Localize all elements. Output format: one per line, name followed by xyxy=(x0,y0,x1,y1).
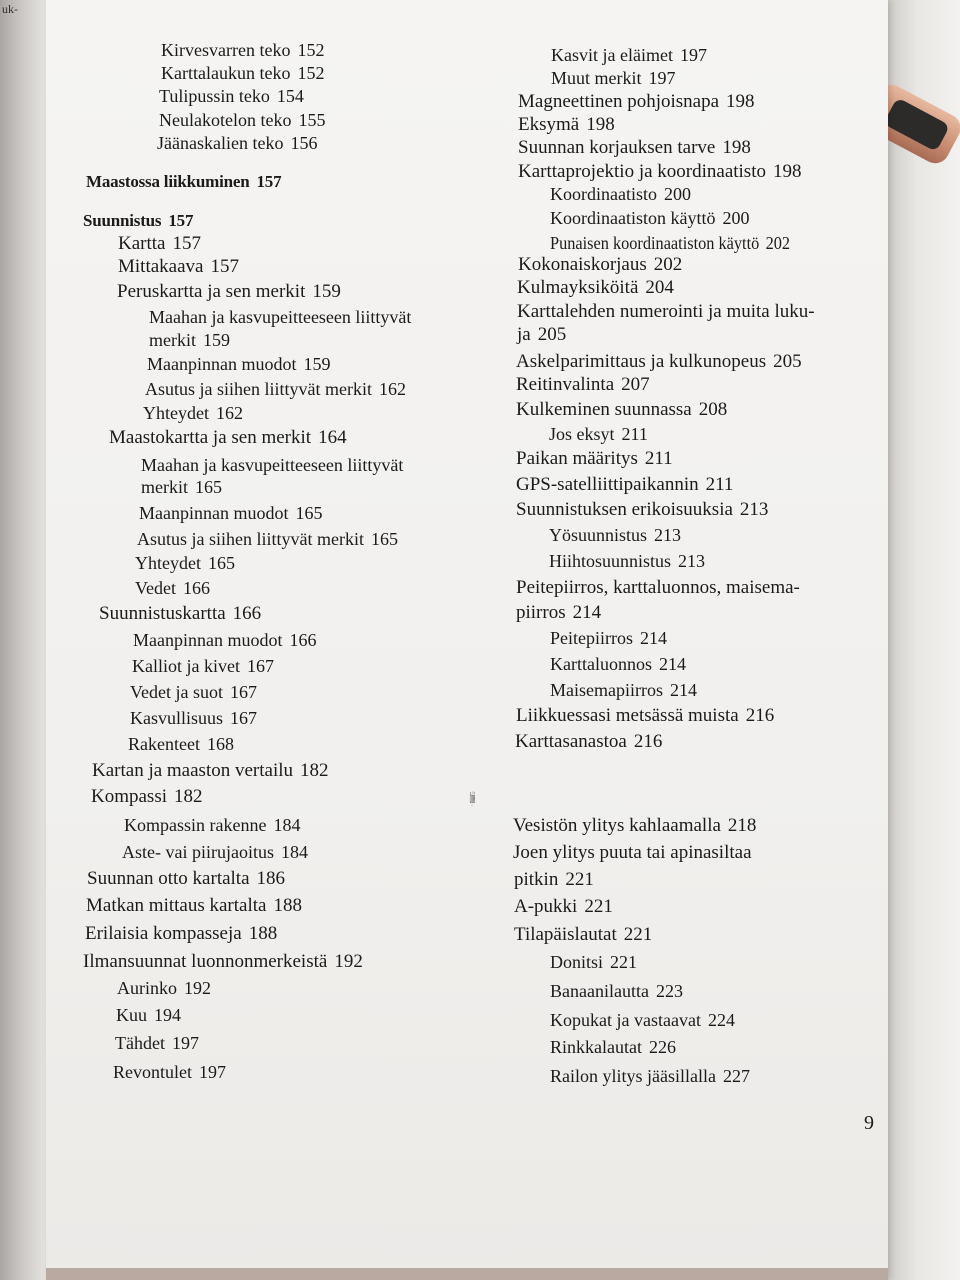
toc-entry-page: 198 xyxy=(586,114,615,135)
toc-entry-page: 157 xyxy=(210,256,239,277)
toc-entry xyxy=(157,133,317,153)
toc-entry xyxy=(551,68,676,88)
toc-entry-title: Liikkuessasi metsässä muista xyxy=(516,705,739,726)
toc-entry-title: Magneettinen pohjoisnapa xyxy=(518,91,720,112)
toc-entry xyxy=(91,787,203,807)
toc-entry-page: 211 xyxy=(705,474,734,495)
toc-entry-page: 214 xyxy=(572,602,602,623)
toc-entry-page: 223 xyxy=(655,981,683,1001)
toc-entry-page: 165 xyxy=(295,503,323,523)
toc-entry-title: Maastossa liikkuminen xyxy=(86,172,250,191)
toc-entry-page: 211 xyxy=(644,448,673,469)
toc-entry xyxy=(551,45,707,65)
toc-entry-page: 202 xyxy=(653,254,683,275)
toc-entry-page: 202 xyxy=(765,233,791,253)
toc-entry xyxy=(550,1010,735,1030)
toc-entry-title: ja xyxy=(517,324,531,345)
toc-entry xyxy=(517,325,566,345)
toc-entry-title: Joen ylitys puuta tai apinasiltaa xyxy=(513,842,752,863)
toc-entry-page: 162 xyxy=(378,379,406,399)
toc-entry-title: Kokonaiskorjaus xyxy=(518,254,647,275)
toc-entry-title: Yösuunnistus xyxy=(549,525,648,545)
toc-entry-title: Erilaisia kompasseja xyxy=(85,923,242,944)
toc-section-heading xyxy=(86,172,281,192)
toc-entry-title: Maastokartta ja sen merkit xyxy=(109,427,312,448)
toc-entry-page: 166 xyxy=(232,603,262,624)
previous-page-fragment: uk- xyxy=(2,2,18,16)
toc-entry-page: 197 xyxy=(679,45,707,65)
toc-entry-title: Askelparimittaus ja kulkunopeus xyxy=(516,351,767,372)
toc-entry-title: Kartta xyxy=(118,233,166,254)
toc-entry xyxy=(518,115,615,135)
toc-entry-title: Kasvit ja eläimet xyxy=(551,45,673,65)
toc-entry-title: Kopukat ja vastaavat xyxy=(550,1010,701,1030)
toc-entry-title: Maanpinnan muodot xyxy=(139,503,289,523)
toc-entry xyxy=(514,925,652,945)
toc-entry xyxy=(159,86,304,106)
toc-entry-title: Eksymä xyxy=(518,114,580,135)
toc-entry xyxy=(87,869,285,889)
toc-entry-title: Banaanilautta xyxy=(550,981,649,1001)
toc-entry xyxy=(130,708,257,728)
toc-section-heading xyxy=(83,211,193,231)
toc-entry-title: Asutus ja siihen liittyvät merkit xyxy=(145,379,372,399)
toc-entry-title: Vesistön ylitys xyxy=(471,788,475,807)
toc-entry xyxy=(83,952,363,972)
toc-entry xyxy=(550,184,691,204)
toc-entry-title: merkit xyxy=(149,330,196,350)
toc-entry xyxy=(517,302,815,322)
toc-entry-title: Kasvullisuus xyxy=(130,708,224,728)
toc-entry xyxy=(109,428,347,448)
toc-entry xyxy=(143,403,243,423)
toc-entry xyxy=(139,503,322,523)
toc-entry-title: Vesistön ylitys kahlaamalla xyxy=(513,815,721,836)
toc-entry-page: 152 xyxy=(297,63,325,83)
toc-entry-title: Vedet ja suot xyxy=(130,682,223,702)
toc-entry-title: Mittakaava xyxy=(118,256,204,277)
toc-entry-title: Rinkkalautat xyxy=(550,1037,642,1057)
toc-entry-page: 208 xyxy=(698,399,728,420)
toc-entry-title: Maisemapiirros xyxy=(550,680,663,700)
toc-entry-title: Rakenteet xyxy=(128,734,200,754)
toc-entry-page: 218 xyxy=(469,788,471,807)
toc-entry-title: Karttaluonnos xyxy=(550,654,652,674)
toc-entry-page: 167 xyxy=(230,708,258,728)
toc-entry-title: Asutus ja siihen liittyvät merkit xyxy=(137,529,364,549)
toc-entry-page: 188 xyxy=(248,923,278,944)
toc-entry-title: Maanpinnan muodot xyxy=(133,630,283,650)
toc-entry-title: Kulkeminen suunnassa xyxy=(516,399,692,420)
toc-entry-title: Koordinaatiston käyttö xyxy=(550,208,716,228)
toc-entry xyxy=(550,628,667,648)
toc-entry-page: 165 xyxy=(207,553,235,573)
toc-entry-title: Suunnan korjauksen tarve xyxy=(518,137,716,158)
toc-entry-page: 198 xyxy=(726,91,755,112)
toc-entry-page: 205 xyxy=(773,351,802,372)
toc-entry-page: 165 xyxy=(195,477,222,497)
toc-entry-title: Maahan ja kasvupeitteeseen liittyvät xyxy=(141,455,404,475)
toc-entry-page: 159 xyxy=(312,281,341,302)
toc-section-heading xyxy=(470,788,475,808)
toc-entry-title: piirros xyxy=(516,602,566,623)
toc-entry-title: Punaisen koordinaatiston käyttö xyxy=(550,233,760,253)
toc-entry-title: Yhteydet xyxy=(143,403,209,423)
toc-entry-title: Ilmansuunnat luonnonmerkeistä xyxy=(83,951,328,972)
toc-entry-title: pitkin xyxy=(514,869,559,890)
toc-entry xyxy=(135,578,210,598)
toc-entry-page: 221 xyxy=(584,896,613,917)
toc-entry xyxy=(116,1005,181,1025)
toc-entry-page: 167 xyxy=(229,682,257,702)
toc-entry-title: Hiihtosuunnistus xyxy=(549,551,672,571)
toc-entry xyxy=(115,1033,199,1053)
toc-entry-title: Suunnan otto kartalta xyxy=(87,868,250,889)
toc-entry xyxy=(159,110,325,130)
toc-entry-page: 198 xyxy=(772,161,802,182)
toc-entry-title: Matkan mittaus kartalta xyxy=(86,895,267,916)
toc-entry-page: 198 xyxy=(722,137,751,158)
toc-entry-page: 226 xyxy=(648,1037,676,1057)
toc-entry-page: 218 xyxy=(727,815,757,836)
toc-entry xyxy=(128,734,234,754)
toc-entry xyxy=(147,354,330,374)
toc-entry-page: 204 xyxy=(645,277,674,298)
toc-entry-title: Karttaprojektio ja koordinaatisto xyxy=(518,161,766,182)
toc-entry-title: Aurinko xyxy=(117,978,177,998)
toc-entry-title: Tulipussin teko xyxy=(159,86,270,106)
toc-entry-title: Peitepiirros, karttaluonnos, maisema- xyxy=(516,577,800,598)
toc-entry-title: Revontulet xyxy=(113,1062,192,1082)
toc-entry-page: 221 xyxy=(610,952,638,972)
toc-entry-page: 157 xyxy=(172,233,201,254)
toc-entry-page: 152 xyxy=(297,40,325,60)
toc-entry xyxy=(550,1037,676,1057)
toc-entry xyxy=(516,475,733,495)
toc-entry xyxy=(149,330,230,350)
toc-entry-title: Kuu xyxy=(116,1005,147,1025)
toc-entry-title: Koordinaatisto xyxy=(550,184,657,204)
toc-entry-title: Muut merkit xyxy=(551,68,642,88)
toc-entry-title: GPS-satelliittipaikannin xyxy=(516,474,699,495)
toc-entry-page: 214 xyxy=(658,654,686,674)
toc-entry-title: Reitinvalinta xyxy=(516,374,615,395)
toc-entry-page: 227 xyxy=(722,1066,750,1086)
toc-entry xyxy=(549,424,648,444)
toc-entry xyxy=(515,732,662,752)
toc-entry-page: 182 xyxy=(174,786,203,807)
toc-entry-title: Aste- vai piirujaoitus xyxy=(122,842,274,862)
toc-entry-page: 154 xyxy=(276,86,304,106)
toc-entry xyxy=(124,815,300,835)
toc-entry xyxy=(161,40,324,60)
toc-entry-page: 211 xyxy=(621,424,648,444)
toc-entry-page: 162 xyxy=(215,403,243,423)
toc-entry-title: Jos eksyt xyxy=(549,424,615,444)
toc-entry xyxy=(149,307,411,327)
toc-entry xyxy=(550,952,637,972)
toc-entry xyxy=(513,843,752,863)
toc-entry-title: Karttalaukun teko xyxy=(161,63,291,83)
toc-entry-title: Yhteydet xyxy=(135,553,201,573)
toc-entry-title: Kirvesvarren teko xyxy=(161,40,291,60)
toc-entry xyxy=(549,551,705,571)
toc-entry-page: 213 xyxy=(739,499,769,520)
toc-entry xyxy=(518,162,801,182)
toc-entry xyxy=(141,455,403,475)
toc-entry-page: 159 xyxy=(203,330,230,350)
toc-entry-page: 221 xyxy=(565,869,594,890)
toc-entry xyxy=(516,578,800,598)
toc-entry-page: 168 xyxy=(206,734,234,754)
toc-entry xyxy=(132,656,274,676)
toc-entry xyxy=(130,682,257,702)
toc-entry xyxy=(133,630,316,650)
toc-entry-page: 157 xyxy=(168,211,194,230)
toc-entry-page: 213 xyxy=(654,525,682,545)
toc-entry xyxy=(135,553,235,573)
toc-entry-page: 182 xyxy=(300,760,329,781)
toc-entry xyxy=(518,92,755,112)
toc-entry-page: 221 xyxy=(623,924,653,945)
toc-entry xyxy=(514,897,613,917)
toc-entry xyxy=(137,529,398,549)
toc-entry-title: Jäänaskalien teko xyxy=(157,133,284,153)
toc-entry-page: 165 xyxy=(370,529,398,549)
toc-entry-title: Kulmayksiköitä xyxy=(517,277,639,298)
toc-entry-page: 214 xyxy=(669,680,697,700)
toc-entry-title: Kalliot ja kivet xyxy=(132,656,240,676)
toc-entry xyxy=(516,706,774,726)
toc-entry-title: Maahan ja kasvupeitteeseen liittyvät xyxy=(149,307,412,327)
toc-entry-title: Suunnistuksen erikoisuuksia xyxy=(516,499,733,520)
toc-entry-title: Tähdet xyxy=(115,1033,165,1053)
toc-entry-title: Kompassi xyxy=(91,786,167,807)
toc-entry-title: Peruskartta ja sen merkit xyxy=(117,281,306,302)
toc-entry xyxy=(550,654,686,674)
toc-entry xyxy=(118,234,201,254)
toc-entry-title: Karttalehden numerointi ja muita luku- xyxy=(517,301,815,322)
toc-entry-page: 155 xyxy=(298,110,326,130)
toc-entry xyxy=(516,449,673,469)
toc-entry xyxy=(550,1066,750,1086)
toc-entry xyxy=(550,233,790,253)
toc-entry-page: 216 xyxy=(745,705,775,726)
toc-entry xyxy=(99,604,261,624)
toc-entry-page: 200 xyxy=(722,208,750,228)
toc-entry-title: Vedet xyxy=(135,578,176,598)
toc-entry-title: Neulakotelon teko xyxy=(159,110,292,130)
toc-entry xyxy=(86,896,302,916)
toc-entry-title: Paikan määritys xyxy=(516,448,638,469)
toc-entry xyxy=(516,352,802,372)
toc-entry-page: 192 xyxy=(334,951,363,972)
toc-entry-title: Tilapäislautat xyxy=(514,924,617,945)
toc-entry xyxy=(117,282,341,302)
toc-entry xyxy=(145,379,406,399)
toc-entry xyxy=(518,138,751,158)
page-number: 9 xyxy=(864,1112,874,1134)
toc-entry-title: merkit xyxy=(141,477,188,497)
toc-entry-title: Suunnistus xyxy=(83,211,162,230)
toc-entry-title: Karttasanastoa xyxy=(515,731,627,752)
toc-entry xyxy=(550,680,697,700)
toc-entry xyxy=(518,255,682,275)
toc-entry xyxy=(514,870,594,890)
toc-entry-page: 200 xyxy=(663,184,691,204)
toc-entry-page: 188 xyxy=(273,895,302,916)
toc-entry xyxy=(516,500,768,520)
toc-entry-title: Railon ylitys jääsillalla xyxy=(550,1066,716,1086)
toc-entry xyxy=(122,842,308,862)
toc-entry-title: Donitsi xyxy=(550,952,604,972)
toc-entry xyxy=(113,1062,226,1082)
toc-entry-title: Kompassin rakenne xyxy=(124,815,267,835)
toc-entry-page: 167 xyxy=(246,656,274,676)
toc-entry-title: Peitepiirros xyxy=(550,628,633,648)
toc-entry-page: 159 xyxy=(303,354,331,374)
toc-entry xyxy=(161,63,324,83)
toc-entry-page: 214 xyxy=(640,628,667,648)
toc-entry xyxy=(550,981,683,1001)
toc-entry-title: Suunnistuskartta xyxy=(99,603,226,624)
toc-entry xyxy=(85,924,277,944)
toc-entry-page: 194 xyxy=(154,1005,181,1025)
toc-entry xyxy=(92,761,329,781)
toc-entry xyxy=(141,477,222,497)
toc-entry-page: 156 xyxy=(290,133,318,153)
toc-entry-page: 216 xyxy=(633,731,663,752)
toc-entry-page: 157 xyxy=(256,172,282,191)
toc-entry-page: 197 xyxy=(648,68,676,88)
toc-entry xyxy=(550,208,749,228)
toc-entry-page: 205 xyxy=(537,324,567,345)
toc-entry xyxy=(513,816,756,836)
toc-entry-page: 166 xyxy=(182,578,210,598)
toc-entry-title: A-pukki xyxy=(514,896,578,917)
toc-entry-page: 186 xyxy=(256,868,286,889)
toc-entry-page: 166 xyxy=(289,630,317,650)
toc-entry-page: 224 xyxy=(707,1010,735,1030)
page-bottom-edge xyxy=(46,1268,888,1280)
toc-entry-page: 184 xyxy=(280,842,308,862)
toc-entry-page: 192 xyxy=(184,978,211,998)
toc-entry-page: 164 xyxy=(318,427,347,448)
previous-page-edge xyxy=(0,0,46,1280)
toc-entry-page: 197 xyxy=(199,1062,226,1082)
toc-entry xyxy=(517,278,674,298)
toc-entry-page: 207 xyxy=(621,374,650,395)
toc-entry xyxy=(516,375,650,395)
toc-entry xyxy=(516,400,727,420)
toc-entry xyxy=(549,525,681,545)
toc-entry xyxy=(516,603,601,623)
toc-entry-page: 213 xyxy=(678,551,706,571)
toc-entry xyxy=(117,978,211,998)
toc-entry-title: Kartan ja maaston vertailu xyxy=(92,760,294,781)
toc-entry-title: Maanpinnan muodot xyxy=(147,354,297,374)
toc-entry xyxy=(118,257,239,277)
toc-entry-page: 184 xyxy=(273,815,301,835)
toc-entry-page: 197 xyxy=(171,1033,199,1053)
